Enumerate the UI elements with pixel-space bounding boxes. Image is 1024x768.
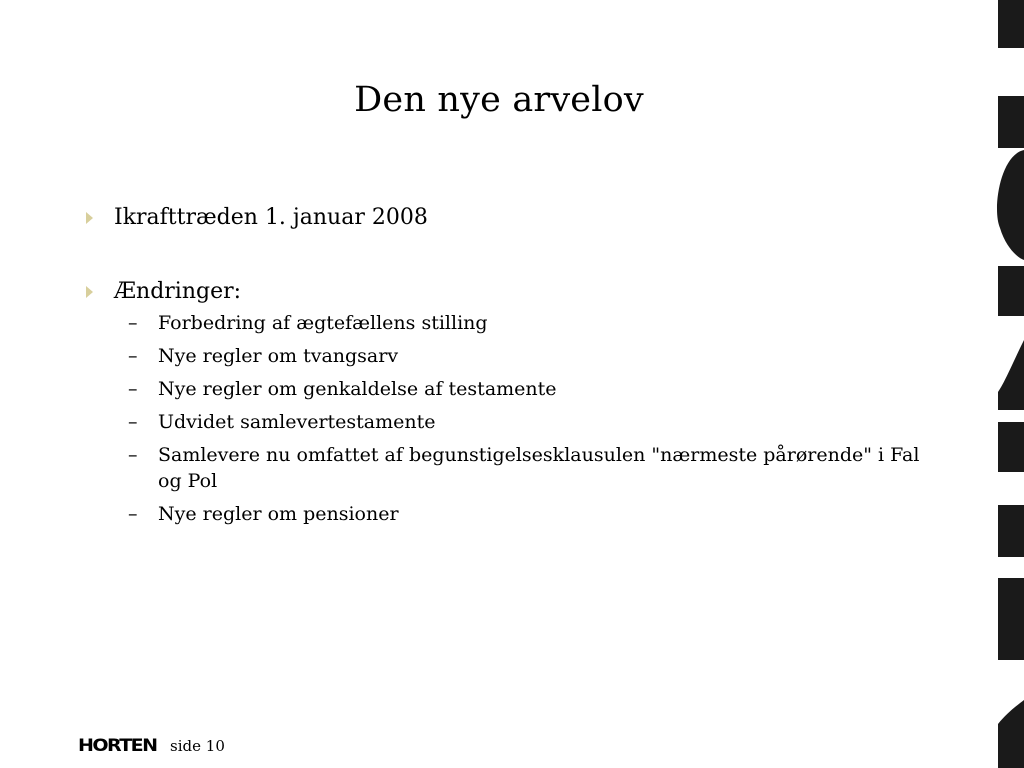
sub-item-text: Nye regler om genkaldelse af testamente xyxy=(158,378,557,400)
bullet-text: Ikrafttræden 1. januar 2008 xyxy=(114,205,428,230)
sub-item xyxy=(128,376,944,402)
bullet-text: Ændringer: xyxy=(114,279,242,304)
sub-item xyxy=(128,310,944,336)
sub-item xyxy=(128,501,944,527)
sub-item-text: Nye regler om pensioner xyxy=(158,503,399,525)
dash-marker: – xyxy=(128,345,138,367)
sub-item-text: Samlevere nu omfattet af begunstigelsesklausulen "nærmeste pårørende" i Fal og Pol xyxy=(158,444,920,492)
bullet-item xyxy=(84,200,944,236)
dash-marker: – xyxy=(128,444,138,466)
dash-marker: – xyxy=(128,503,138,525)
dash-marker: – xyxy=(128,312,138,334)
horten-logo: HORTEN xyxy=(78,735,157,756)
page-number: side 10 xyxy=(170,737,225,755)
dash-marker: – xyxy=(128,411,138,433)
logo-stripe-decoration xyxy=(996,0,1024,768)
sub-item xyxy=(128,343,944,369)
sub-item-text: Udvidet samlevertestamente xyxy=(158,411,436,433)
sub-list xyxy=(128,310,944,527)
sub-item-text: Nye regler om tvangsarv xyxy=(158,345,399,367)
bullet-item xyxy=(84,274,944,527)
bullet-triangle-icon xyxy=(86,286,93,298)
bullet-triangle-icon xyxy=(86,212,93,224)
slide-title: Den nye arvelov xyxy=(354,80,644,120)
bullet-list xyxy=(84,200,944,527)
sub-item xyxy=(128,409,944,435)
dash-marker: – xyxy=(128,378,138,400)
sub-item-text: Forbedring af ægtefællens stilling xyxy=(158,312,488,334)
sub-item xyxy=(128,442,944,494)
footer xyxy=(78,734,225,758)
